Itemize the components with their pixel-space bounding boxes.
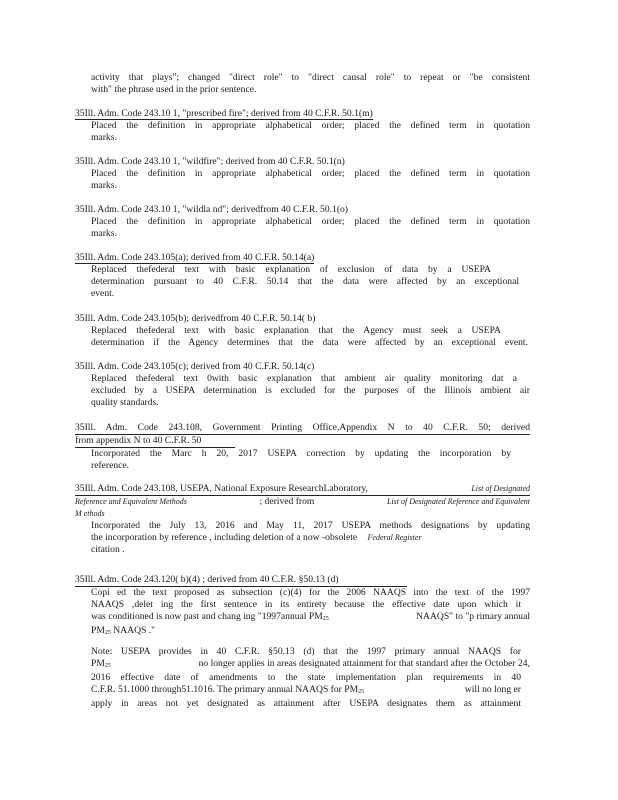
text-line: reference. (91, 460, 130, 471)
source-note-entry (75, 422, 530, 472)
text-line: marks. (91, 132, 117, 143)
heading-italic: Reference and Equivalent Methods (75, 497, 187, 506)
text-span: PM (91, 625, 105, 636)
subscript: 25 (358, 689, 365, 695)
text-line (91, 611, 530, 625)
heading-text: 35Ill. Adm. Code 243.10 1, "prescribed fire"; derived from 40 C.F.R. 50.1(m) (75, 108, 373, 119)
text-line: Incorporated the July 13, 2016 and May 11, 2017 USEPA methods designations by updating (91, 520, 530, 531)
entry-heading: 35Ill. Adm. Code 243.10 1, "wildfire"; derived from 40 C.F.R. 50.1(n) (75, 156, 345, 167)
text-line: Placed the definition in appropriate alphabetical order; placed the defined term in quotation (91, 216, 530, 227)
text-line: quality standards. (91, 397, 159, 408)
note-paragraph (75, 646, 530, 710)
source-note-entry (75, 108, 530, 144)
text-span (91, 684, 364, 698)
text-line (91, 625, 530, 639)
text-span: C.F.R. 51.1000 through51.1016. The primary annual NAAQS for PM (91, 684, 359, 695)
text-line: apply in areas not yet designated as attainment after USEPA designates them as attainment (91, 698, 521, 709)
text-line (91, 658, 530, 672)
entry-heading (75, 483, 530, 496)
entry-heading: 35Ill. Adm. Code 243.10 1, "wildla nd"; derivedfrom 40 C.F.R. 50.1(o) (75, 204, 349, 215)
text-line: event. (91, 288, 115, 299)
text-line: excluded by a USEPA determination is excluded for the purposes of the Illinois ambient air (91, 385, 530, 396)
source-note-entry (75, 574, 530, 710)
text-line: marks. (91, 228, 117, 239)
entry-heading (75, 508, 530, 520)
heading-text: from appendix N to 40 C.F.R. 50 (75, 435, 235, 448)
text-line: marks. (91, 180, 117, 191)
text-span: no longer applies in areas designated attainment for that standard after the October 24, (198, 658, 530, 669)
source-note-entry (75, 252, 530, 300)
continuation-paragraph (75, 72, 530, 96)
text-span: PM (91, 658, 105, 669)
text-italic: Federal Register (367, 533, 422, 542)
subscript: 25 (322, 616, 329, 622)
subscript: 25 (104, 630, 111, 636)
subscript: 25 (104, 663, 111, 669)
text-line: citation . (91, 544, 125, 555)
text-line: determination pursuant to 40 C.F.R. 50.14 that the data were affected by an exceptional (91, 276, 519, 287)
text-line: Placed the definition in appropriate alphabetical order; placed the defined term in quotation (91, 168, 530, 179)
text-span (91, 611, 329, 625)
source-note-entry (75, 361, 530, 409)
text-line: activity that plays"; changed "direct role" to "direct causal role" to repeat or "be consistent (91, 72, 530, 83)
text-line: 2016 effective date of amendments to the state implementation plan requirements in 40 (91, 672, 521, 683)
entry-heading: 35Ill. Adm. Code 243.108, Government Printing Office,Appendix N to 40 C.F.R. 50; derived (75, 422, 530, 433)
source-note-entry (75, 483, 530, 556)
source-note-entry (75, 313, 530, 349)
entry-heading (75, 108, 530, 120)
entry-heading (75, 574, 530, 587)
entry-heading: 35Ill. Adm. Code 243.105(b); derivedfrom 40 C.F.R. 50.14( b) (75, 313, 316, 324)
heading-text: 35Ill. Adm. Code 243.105(a); derived from 40 C.F.R. 50.14(a) (75, 252, 315, 263)
entry-heading (75, 435, 530, 448)
heading-italic: List of Designated Reference and Equivalent (386, 497, 530, 506)
heading-italic: List of Designated (471, 484, 530, 493)
text-line: Note: USEPA provides in 40 C.F.R. §50.13 (d) that the 1997 primary annual NAAQS for (91, 646, 521, 657)
text-line: determination if the Agency determines that the data were affected by an exceptional event. (91, 337, 528, 348)
text-span (91, 658, 111, 672)
source-note-entry (75, 204, 530, 240)
heading-text: 35Ill. Adm. Code 243.108, USEPA, National Exposure ResearchLaboratory, (75, 483, 368, 494)
entry-heading (75, 252, 530, 264)
entry-heading: 35Ill. Adm. Code 243.105(c); derived from 40 C.F.R. 50.14(c) (75, 361, 315, 372)
text-line (91, 684, 521, 698)
source-note-entry (75, 156, 530, 192)
heading-text: 35Ill. Adm. Code 243.120( b)(4) ; derived from 40 C.F.R. §50.13 (d) (75, 574, 407, 587)
text-line: NAAQS ,delet ing the first sentence in its entirety because the effective date upon which it (91, 599, 521, 610)
heading-italic: M ethods (75, 509, 105, 518)
text-line: Copi ed the text proposed as subsection (c)(4) for the 2006 NAAQS into the text of the 1997 (91, 587, 530, 598)
text-line: Replaced thefederal text with basic explanation of exclusion of data by a USEPA (91, 264, 491, 275)
text-span: was conditioned is now past and chang ing "1997annual PM (91, 611, 323, 622)
text-line: Replaced thefederal text 0with basic explanation that ambient air quality monitoring dat a (91, 373, 517, 384)
text-line: Replaced thefederal text with basic explanation that the Agency must seek a USEPA (91, 325, 501, 336)
text-span: NAAQS ." (113, 625, 156, 636)
text-span: NAAQS" to "p rimary annual (416, 611, 530, 622)
heading-text: ; derived from (259, 496, 315, 507)
text-line: Placed the definition in appropriate alphabetical order; placed the defined term in quotation (91, 120, 530, 131)
text-line: Incorporated the Marc h 20, 2017 USEPA correction by updating the incorporation by (91, 448, 511, 459)
text-line: with" the phrase used in the prior sentence. (91, 84, 257, 95)
entry-heading (75, 496, 530, 508)
text-line (91, 532, 530, 544)
text-span: the incorporation by reference , including deletion of a now -obsolete (91, 532, 358, 543)
text-span: will no long er (464, 684, 521, 695)
